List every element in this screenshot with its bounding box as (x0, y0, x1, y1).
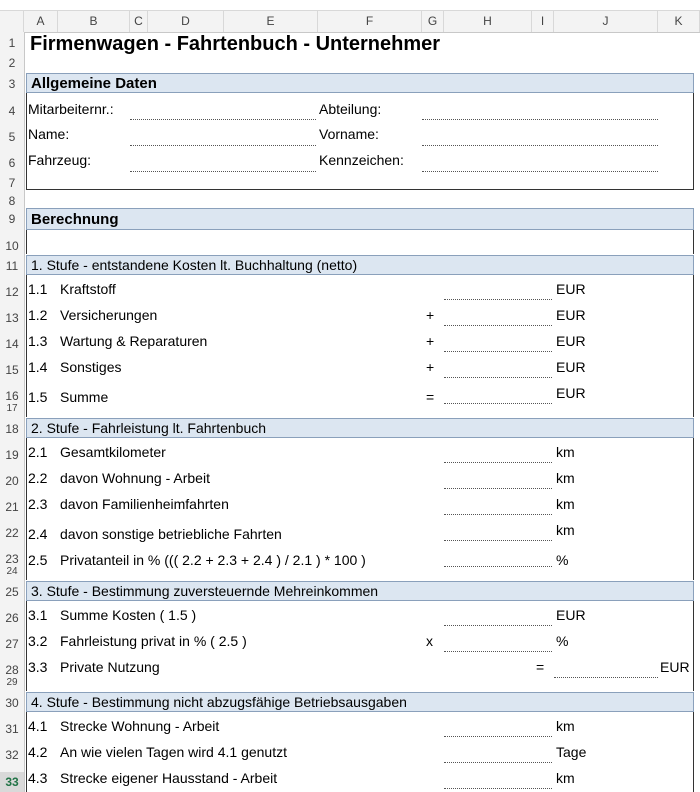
item-1-4-value-field[interactable] (444, 377, 552, 378)
stage1-box-left (26, 275, 27, 417)
item-4-3-unit: km (556, 770, 575, 786)
item-2-1-unit: km (556, 444, 575, 460)
item-2-1-label: Gesamtkilometer (60, 444, 166, 460)
item-3-1-label: Summe Kosten ( 1.5 ) (60, 607, 197, 623)
row-header-29[interactable]: 29 (6, 677, 18, 688)
item-4-1-number: 4.1 (28, 718, 48, 734)
section-header-general-label: Allgemeine Daten (31, 75, 157, 92)
vehicle-field[interactable] (130, 171, 316, 172)
stage2-box-right (693, 438, 694, 580)
vehicle-label: Fahrzeug: (28, 152, 92, 168)
column-header-j[interactable]: J (554, 10, 658, 32)
row-header-21[interactable]: 21 (5, 500, 19, 514)
row-header-23[interactable]: 23 (5, 552, 19, 566)
select-all-corner[interactable] (0, 10, 24, 32)
row-header-8[interactable]: 8 (8, 194, 16, 208)
item-1-5-value-field[interactable] (444, 403, 552, 404)
stage1-header (26, 255, 694, 275)
row-header-32[interactable]: 32 (5, 748, 19, 762)
row-header-17[interactable]: 17 (6, 403, 18, 414)
item-4-2-unit: Tage (556, 744, 587, 760)
item-1-2-unit: EUR (556, 307, 586, 323)
item-2-2-unit: km (556, 470, 575, 486)
department-label: Abteilung: (319, 101, 382, 117)
item-4-1-label: Strecke Wohnung - Arbeit (60, 718, 220, 734)
column-header-h[interactable]: H (444, 10, 532, 32)
row-header-33-selected[interactable]: 33 (0, 772, 24, 792)
section-header-calculation-label: Berechnung (31, 211, 119, 228)
item-1-3-value-field[interactable] (444, 351, 552, 352)
row-header-31[interactable]: 31 (5, 722, 19, 736)
row-header-18[interactable]: 18 (5, 422, 19, 436)
section-header-general (26, 73, 694, 93)
name-field[interactable] (130, 145, 316, 146)
item-1-3-label: Wartung & Reparaturen (60, 333, 208, 349)
item-1-1-label: Kraftstoff (60, 281, 116, 297)
item-3-2-unit: % (556, 633, 569, 649)
item-3-1-value-field[interactable] (444, 625, 552, 626)
item-1-3-operator: + (426, 333, 435, 349)
row-header-30[interactable]: 30 (5, 696, 19, 710)
item-2-5-label: Privatanteil in % ((( 2.2 + 2.3 + 2.4 ) / 2.1 ) * 100 ) (60, 552, 366, 568)
item-1-4-number: 1.4 (28, 359, 48, 375)
item-2-1-number: 2.1 (28, 444, 48, 460)
item-3-1-number: 3.1 (28, 607, 48, 623)
name-label: Name: (28, 126, 70, 142)
row-header-5[interactable]: 5 (8, 130, 16, 144)
column-header-e[interactable]: E (224, 10, 318, 32)
item-2-3-label: davon Familienheimfahrten (60, 496, 229, 512)
item-3-3-label: Private Nutzung (60, 659, 160, 675)
column-header-a[interactable]: A (24, 10, 58, 32)
first-name-field[interactable] (422, 145, 658, 146)
stage3-box-right (693, 601, 694, 691)
stage3-box-left (26, 601, 27, 691)
row-header-28[interactable]: 28 (5, 663, 19, 677)
stage4-header (26, 692, 694, 712)
stage4-header-label: 4. Stufe - Bestimmung nicht abzugsfähige Betriebsausgaben (31, 694, 407, 710)
item-3-2-operator: x (426, 633, 433, 649)
general-box-bottom (26, 189, 694, 190)
row-header-27[interactable]: 27 (5, 637, 19, 651)
column-header-f[interactable]: F (318, 10, 422, 32)
row-header-19[interactable]: 19 (5, 448, 19, 462)
item-1-2-number: 1.2 (28, 307, 48, 323)
item-2-2-label: davon Wohnung - Arbeit (60, 470, 210, 486)
stage4-box-left (26, 712, 27, 792)
item-3-2-number: 3.2 (28, 633, 48, 649)
item-4-3-value-field[interactable] (444, 788, 552, 789)
item-2-4-number: 2.4 (28, 526, 48, 542)
item-4-3-number: 4.3 (28, 770, 48, 786)
row-header-16[interactable]: 16 (5, 389, 19, 403)
row-header-6[interactable]: 6 (8, 156, 16, 170)
calc-box-left (26, 230, 27, 254)
item-4-2-value-field[interactable] (444, 762, 552, 763)
item-4-3-label: Strecke eigener Hausstand - Arbeit (60, 770, 278, 786)
item-3-1-unit: EUR (556, 607, 586, 623)
item-2-3-number: 2.3 (28, 496, 48, 512)
general-box-right (693, 93, 694, 189)
item-1-5-unit: EUR (556, 385, 586, 401)
item-1-4-operator: + (426, 359, 435, 375)
row-header-2[interactable]: 2 (8, 56, 16, 70)
row-header-12[interactable]: 12 (5, 285, 19, 299)
item-4-2-label: An wie vielen Tagen wird 4.1 genutzt (60, 744, 287, 760)
item-1-5-number: 1.5 (28, 389, 48, 405)
plate-label: Kennzeichen: (319, 152, 404, 168)
item-2-5-value-field[interactable] (444, 566, 552, 567)
stage2-header (26, 418, 694, 438)
item-1-4-unit: EUR (556, 359, 586, 375)
stage2-header-label: 2. Stufe - Fahrleistung lt. Fahrtenbuch (31, 420, 267, 436)
row-header-3[interactable]: 3 (8, 77, 16, 91)
item-1-1-unit: EUR (556, 281, 586, 297)
item-1-5-label: Summe (60, 389, 109, 405)
row-header-24[interactable]: 24 (6, 566, 18, 577)
item-1-3-number: 1.3 (28, 333, 48, 349)
item-4-1-value-field[interactable] (444, 736, 552, 737)
item-3-3-operator: = (536, 659, 545, 675)
row-header-22[interactable]: 22 (5, 526, 19, 540)
stage2-box-left (26, 438, 27, 580)
row-header-1[interactable]: 1 (8, 36, 16, 50)
row-header-4[interactable]: 4 (8, 104, 16, 118)
item-3-3-value-field[interactable] (554, 677, 658, 678)
stage1-box-right (693, 275, 694, 417)
stage3-header-label: 3. Stufe - Bestimmung zuversteuernde Mehreinkommen (31, 583, 379, 599)
row-header-20[interactable]: 20 (5, 474, 19, 488)
item-2-5-unit: % (556, 552, 569, 568)
row-header-11[interactable]: 11 (5, 259, 19, 273)
item-1-1-value-field[interactable] (444, 299, 552, 300)
employee-no-field[interactable] (130, 119, 316, 120)
item-2-3-value-field[interactable] (444, 514, 552, 515)
item-1-4-label: Sonstiges (60, 359, 122, 375)
row-header-9[interactable]: 9 (8, 212, 16, 226)
item-3-2-value-field[interactable] (444, 651, 552, 652)
row-header-26[interactable]: 26 (5, 611, 19, 625)
row-header-7[interactable]: 7 (8, 176, 16, 190)
column-header-c[interactable]: C (130, 10, 148, 32)
item-3-3-number: 3.3 (28, 659, 48, 675)
row-header-14[interactable]: 14 (5, 337, 19, 351)
stage1-header-label: 1. Stufe - entstandene Kosten lt. Buchhaltung (netto) (31, 257, 358, 273)
item-2-1-value-field[interactable] (444, 462, 552, 463)
column-header-g[interactable]: G (422, 10, 444, 32)
column-header-k[interactable]: K (658, 10, 700, 32)
calc-box-right (693, 230, 694, 254)
item-2-4-value-field[interactable] (444, 540, 552, 541)
row-header-25[interactable]: 25 (5, 585, 19, 599)
stage3-header (26, 581, 694, 601)
item-1-2-label: Versicherungen (60, 307, 158, 323)
item-1-3-unit: EUR (556, 333, 586, 349)
first-name-label: Vorname: (319, 126, 379, 142)
item-3-3-unit: EUR (660, 659, 690, 675)
item-2-4-label: davon sonstige betriebliche Fahrten (60, 526, 282, 542)
item-2-2-value-field[interactable] (444, 488, 552, 489)
item-1-1-number: 1.1 (28, 281, 48, 297)
item-1-2-value-field[interactable] (444, 325, 552, 326)
item-4-2-number: 4.2 (28, 744, 48, 760)
department-field[interactable] (422, 119, 658, 120)
item-1-5-operator: = (426, 389, 435, 405)
employee-no-label: Mitarbeiternr.: (28, 101, 114, 117)
item-2-3-unit: km (556, 496, 575, 512)
item-2-5-number: 2.5 (28, 552, 48, 568)
row-header-13[interactable]: 13 (5, 311, 19, 325)
column-header-b[interactable]: B (58, 10, 130, 32)
item-2-2-number: 2.2 (28, 470, 48, 486)
stage4-box-right (693, 712, 694, 792)
section-header-calculation (26, 208, 694, 230)
item-3-2-label: Fahrleistung privat in % ( 2.5 ) (60, 633, 247, 649)
item-4-1-unit: km (556, 718, 575, 734)
column-header-i[interactable]: I (532, 10, 554, 32)
column-header-d[interactable]: D (148, 10, 224, 32)
item-1-2-operator: + (426, 307, 435, 323)
row-header-10[interactable]: 10 (5, 239, 19, 253)
item-2-4-unit: km (556, 522, 575, 538)
row-header-15[interactable]: 15 (5, 363, 19, 377)
column-header-bar (0, 0, 700, 33)
general-box-left (26, 93, 27, 189)
page-title: Firmenwagen - Fahrtenbuch - Unternehmer (30, 33, 441, 55)
plate-field[interactable] (422, 171, 658, 172)
